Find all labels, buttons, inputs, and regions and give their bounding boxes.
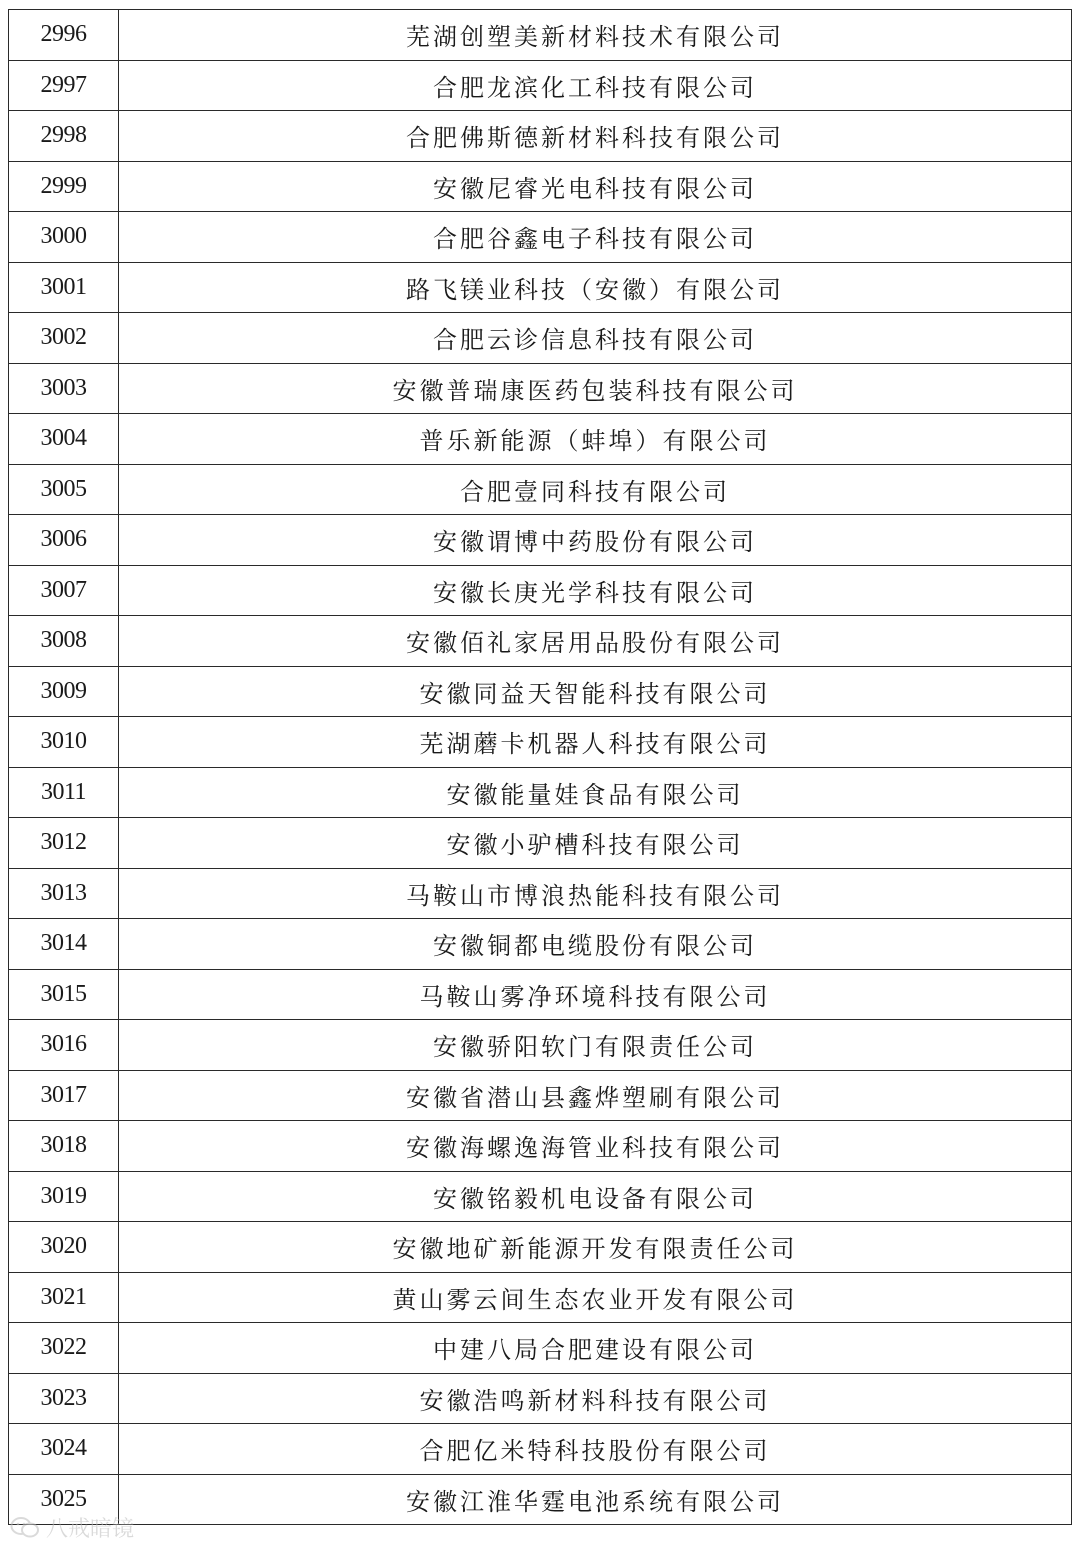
row-number: 3014 [9,919,119,970]
company-list-table [8,9,1072,1525]
table-row [9,1373,1072,1424]
company-name: 安徽长庚光学科技有限公司 [119,565,1072,616]
table-row [9,414,1072,465]
row-number: 3025 [9,1474,119,1525]
company-name: 安徽铜都电缆股份有限公司 [119,919,1072,970]
company-name: 安徽浩鸣新材料科技有限公司 [119,1373,1072,1424]
table-row [9,616,1072,667]
company-name: 合肥云诊信息科技有限公司 [119,313,1072,364]
table-row [9,868,1072,919]
row-number: 3009 [9,666,119,717]
table-row [9,1424,1072,1475]
row-number: 3016 [9,1020,119,1071]
watermark-text: 八戒暗镜 [46,1517,135,1542]
table-row [9,363,1072,414]
row-number: 3007 [9,565,119,616]
table-row [9,717,1072,768]
table-row [9,161,1072,212]
table-row [9,212,1072,263]
table-row [9,515,1072,566]
row-number: 3006 [9,515,119,566]
company-name: 安徽小驴槽科技有限公司 [119,818,1072,869]
company-name: 中建八局合肥建设有限公司 [119,1323,1072,1374]
table-row [9,919,1072,970]
company-name: 安徽普瑞康医药包装科技有限公司 [119,363,1072,414]
company-name: 安徽谓博中药股份有限公司 [119,515,1072,566]
row-number: 3024 [9,1424,119,1475]
table-row [9,313,1072,364]
row-number: 3000 [9,212,119,263]
company-name: 芜湖创塑美新材料技术有限公司 [119,10,1072,61]
company-name: 合肥亿米特科技股份有限公司 [119,1424,1072,1475]
table-row [9,464,1072,515]
row-number: 3008 [9,616,119,667]
table-row [9,1070,1072,1121]
company-name: 合肥龙滨化工科技有限公司 [119,60,1072,111]
company-name: 安徽江淮华霆电池系统有限公司 [119,1474,1072,1525]
company-name: 合肥谷鑫电子科技有限公司 [119,212,1072,263]
company-name: 芜湖蘑卡机器人科技有限公司 [119,717,1072,768]
company-name: 马鞍山雾净环境科技有限公司 [119,969,1072,1020]
table-row [9,1020,1072,1071]
company-name: 安徽尼睿光电科技有限公司 [119,161,1072,212]
company-name: 安徽地矿新能源开发有限责任公司 [119,1222,1072,1273]
table-body [9,10,1072,1525]
table-row [9,1272,1072,1323]
row-number: 3017 [9,1070,119,1121]
row-number: 3002 [9,313,119,364]
table-row [9,1121,1072,1172]
row-number: 2997 [9,60,119,111]
table-row [9,111,1072,162]
row-number: 3010 [9,717,119,768]
company-name: 安徽佰礼家居用品股份有限公司 [119,616,1072,667]
row-number: 3019 [9,1171,119,1222]
row-number: 3011 [9,767,119,818]
company-name: 路飞镁业科技（安徽）有限公司 [119,262,1072,313]
row-number: 2996 [9,10,119,61]
row-number: 3003 [9,363,119,414]
table-row [9,10,1072,61]
table-row [9,969,1072,1020]
table-row [9,1171,1072,1222]
row-number: 3023 [9,1373,119,1424]
table-row [9,1222,1072,1273]
row-number: 3018 [9,1121,119,1172]
table-row [9,565,1072,616]
company-name: 马鞍山市博浪热能科技有限公司 [119,868,1072,919]
row-number: 3020 [9,1222,119,1273]
table-row [9,767,1072,818]
company-name: 安徽省潜山县鑫烨塑刷有限公司 [119,1070,1072,1121]
table-row [9,818,1072,869]
row-number: 2998 [9,111,119,162]
row-number: 3001 [9,262,119,313]
company-name: 安徽能量娃食品有限公司 [119,767,1072,818]
table-row [9,60,1072,111]
table-row [9,1323,1072,1374]
row-number: 3021 [9,1272,119,1323]
company-name: 安徽同益天智能科技有限公司 [119,666,1072,717]
row-number: 3022 [9,1323,119,1374]
company-name: 合肥壹同科技有限公司 [119,464,1072,515]
company-name: 黄山雾云间生态农业开发有限公司 [119,1272,1072,1323]
row-number: 3012 [9,818,119,869]
company-name: 安徽海螺逸海管业科技有限公司 [119,1121,1072,1172]
company-name: 合肥佛斯德新材料科技有限公司 [119,111,1072,162]
row-number: 3013 [9,868,119,919]
table-row [9,1474,1072,1525]
company-name: 安徽铭毅机电设备有限公司 [119,1171,1072,1222]
row-number: 3004 [9,414,119,465]
company-name: 安徽骄阳软门有限责任公司 [119,1020,1072,1071]
company-name: 普乐新能源（蚌埠）有限公司 [119,414,1072,465]
table-row [9,262,1072,313]
row-number: 3015 [9,969,119,1020]
row-number: 3005 [9,464,119,515]
row-number: 2999 [9,161,119,212]
table-row [9,666,1072,717]
